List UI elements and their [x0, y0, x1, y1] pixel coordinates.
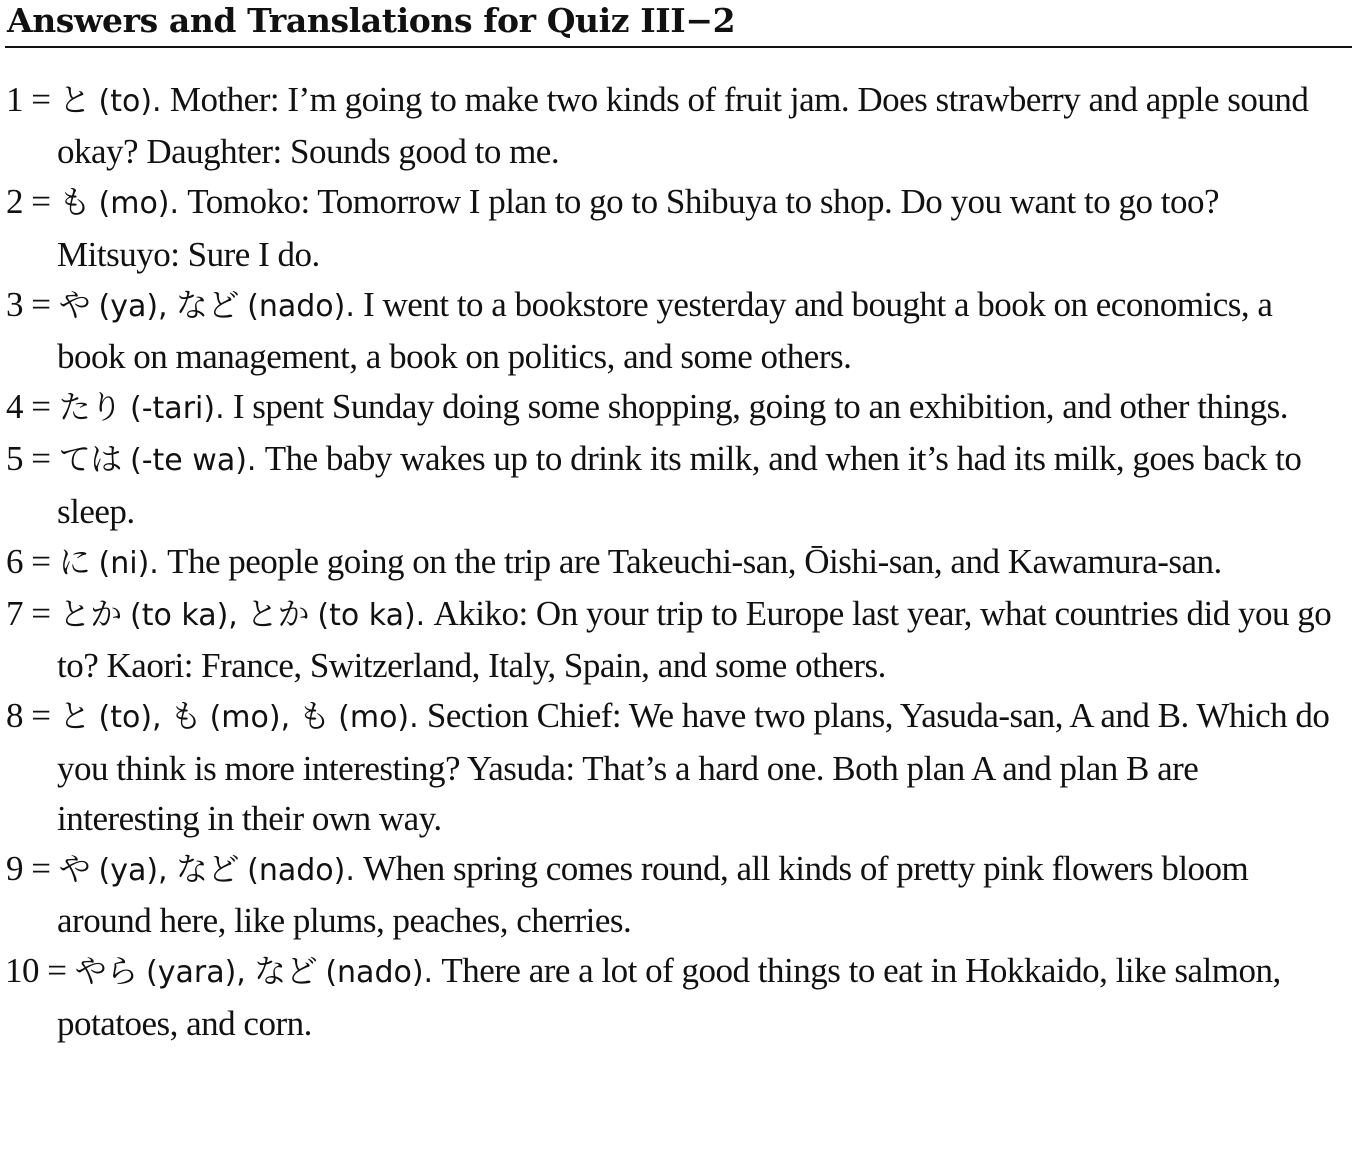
answer-romaji: (-te wa). [130, 443, 257, 479]
answer-kana-second: など [254, 952, 318, 991]
answer-translation: The people going on the trip are Takeuchi-san, Ōishi-san, and Kawamura-san. [167, 541, 1222, 581]
answer-kana: たり [58, 388, 122, 427]
title-underline [5, 46, 1352, 48]
answer-number: 8 = [6, 696, 51, 736]
answer-translation: Akiko: On your trip to Europe last year, what countries did you go to? Kaori: France, Switzerland, Italy, Spain, and some others. [57, 594, 1332, 686]
answer-kana: や [58, 285, 91, 324]
answer-item-3 [0, 280, 1352, 382]
answer-item-10 [0, 946, 1352, 1048]
answer-romaji-second: (to ka). [317, 598, 426, 634]
answer-translation: I spent Sunday doing some shopping, going to an exhibition, and other things. [232, 387, 1289, 427]
answer-item-7 [0, 589, 1352, 691]
answer-number: 2 = [6, 182, 51, 222]
answer-translation: Section Chief: We have two plans, Yasuda-san, A and B. Which do you think is more interesting? Yasuda: That’s a hard one. Both plan A and plan B are interesting in their own way. [57, 696, 1330, 838]
answer-kana: とか [58, 595, 122, 634]
answer-kana: と [58, 81, 91, 119]
page-title: Answers and Translations for Quiz III−2 [7, 1, 736, 40]
answer-romaji: (ya), [98, 853, 168, 889]
answer-number: 5 = [6, 439, 51, 479]
answer-translation: Mother: I’m going to make two kinds of fruit jam. Does strawberry and apple sound okay? Daughter: Sounds good to me. [57, 80, 1309, 172]
answer-item-1 [0, 75, 1352, 177]
answer-item-5 [0, 434, 1352, 536]
answer-kana: に [58, 542, 91, 581]
answer-number: 10 = [5, 951, 67, 991]
answer-romaji-second: (nado). [325, 955, 434, 991]
answer-kana: や [58, 850, 91, 889]
answer-kana-second: とか [246, 595, 310, 634]
answer-romaji: (-tari). [130, 391, 225, 427]
answer-kana-second: も [169, 697, 202, 736]
answer-translation: When spring comes round, all kinds of pretty pink flowers bloom around here, like plums, peaches, cherries. [57, 849, 1249, 941]
answer-number: 1 = [6, 80, 51, 119]
answer-romaji: (to). [98, 84, 162, 119]
answer-item-4 [0, 382, 1352, 434]
answer-romaji-second: (mo), [209, 700, 291, 736]
answer-kana: ては [58, 440, 122, 479]
answer-romaji: (ya), [98, 288, 168, 324]
answer-translation: The baby wakes up to drink its milk, and when it’s had its milk, goes back to sleep. [57, 439, 1302, 531]
answer-item-8 [0, 691, 1352, 844]
answer-romaji-second: (nado). [247, 288, 355, 324]
answer-translation: There are a lot of good things to eat in Hokkaido, like salmon, potatoes, and corn. [57, 951, 1281, 1043]
answer-kana-second: など [175, 285, 239, 324]
answer-romaji-third: (mo). [338, 700, 419, 736]
answer-item-9 [0, 844, 1352, 946]
answer-romaji: (mo). [98, 186, 180, 222]
answer-number: 6 = [6, 541, 51, 581]
answer-number: 7 = [6, 594, 51, 634]
answer-romaji-second: (nado). [247, 853, 355, 889]
answer-kana: と [58, 697, 91, 736]
answer-number: 3 = [6, 284, 51, 324]
answer-item-6 [0, 537, 1352, 589]
answer-translation: Tomoko: Tomorrow I plan to go to Shibuya to shop. Do you want to go too? Mitsuyo: Sure I do. [57, 182, 1220, 274]
answer-kana-third: も [298, 697, 330, 736]
answer-romaji: (to ka), [130, 598, 238, 634]
answer-romaji: (ni). [98, 545, 159, 581]
answer-kana-second: など [175, 850, 239, 889]
answer-number: 4 = [6, 387, 51, 427]
answer-translation: I went to a bookstore yesterday and bought a book on economics, a book on management, a book on politics, and some others. [57, 284, 1273, 377]
answer-romaji: (to), [98, 700, 162, 736]
answer-item-2 [0, 177, 1352, 279]
answer-list [0, 75, 1352, 1049]
answer-kana: も [58, 183, 91, 222]
answer-kana: やら [74, 952, 138, 991]
answer-number: 9 = [6, 849, 51, 889]
answer-romaji: (yara), [146, 955, 246, 991]
